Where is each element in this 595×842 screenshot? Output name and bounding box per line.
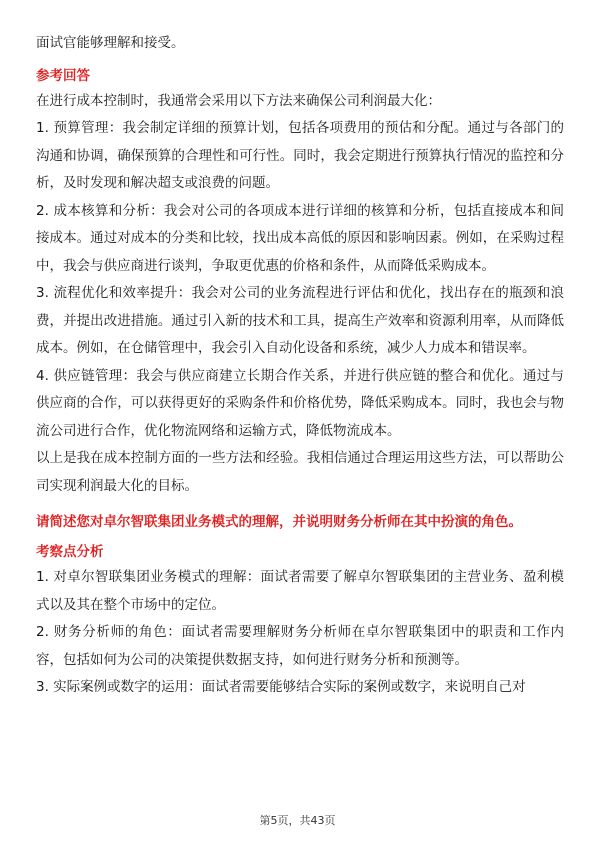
intro-tail-text: 面试官能够理解和接受。 [36,35,185,51]
analysis-item-2: 2. 财务分析师的角色：面试者需要理解财务分析师在卓尔智联集团中的职责和工作内容，包括如何为公司的决策提供数据支持，如何进行财务分析和预测等。 [36,624,564,668]
answer-heading: 参考回答 [36,67,90,84]
answer-lead: 在进行成本控制时，我通常会采用以下方法来确保公司利润最大化： [36,92,441,109]
answer-item-4: 4. 供应链管理：我会与供应商建立长期合作关系，并进行供应链的整合和优化。通过与供应商的合作，可以获得更好的采购条件和价格优势，降低采购成本。同时，我也会与物流公司进行合作，优化物流网络和运输方式，降低物流成本。 [36,367,564,439]
answer-item-3: 3. 流程优化和效率提升：我会对公司的业务流程进行评估和优化，找出存在的瓶颈和浪费，并提出改进措施。通过引入新的技术和工具，提高生产效率和资源利用率，从而降低成本。例如，在仓储管理中，我会引入自动化设备和系统，减少人力成本和错误率。 [36,285,564,356]
answer-conclusion: 以上是我在成本控制方面的一些方法和经验。我相信通过合理运用这些方法，可以帮助公司实现利润最大化的目标。 [36,450,564,494]
page-footer: 第5页，共43页 [259,814,336,827]
answer-item-1: 1. 预算管理：我会制定详细的预算计划，包括各项费用的预估和分配。通过与各部门的沟通和协调，确保预算的合理性和可行性。同时，我会定期进行预算执行情况的监控和分析，及时发现和解决超支或浪费的问题。 [36,120,564,191]
analysis-heading: 考察点分析 [36,544,104,560]
analysis-item-1: 1. 对卓尔智联集团业务模式的理解：面试者需要了解卓尔智联集团的主营业务、盈利模式以及其在整个市场中的定位。 [36,569,564,613]
analysis-item-3: 3. 实际案例或数字的运用：面试者需要能够结合实际的案例或数字，来说明自己对 [36,679,526,695]
document-page [36,30,564,702]
question-text: 请简述您对卓尔智联集团业务模式的理解，并说明财务分析师在其中扮演的角色。 [36,514,522,530]
answer-item-2: 2. 成本核算和分析：我会对公司的各项成本进行详细的核算和分析，包括直接成本和间接成本。通过对成本的分类和比较，找出成本高低的原因和影响因素。例如，在采购过程中，我会与供应商进行谈判，争取更优惠的价格和条件，从而降低采购成本。 [36,202,564,274]
